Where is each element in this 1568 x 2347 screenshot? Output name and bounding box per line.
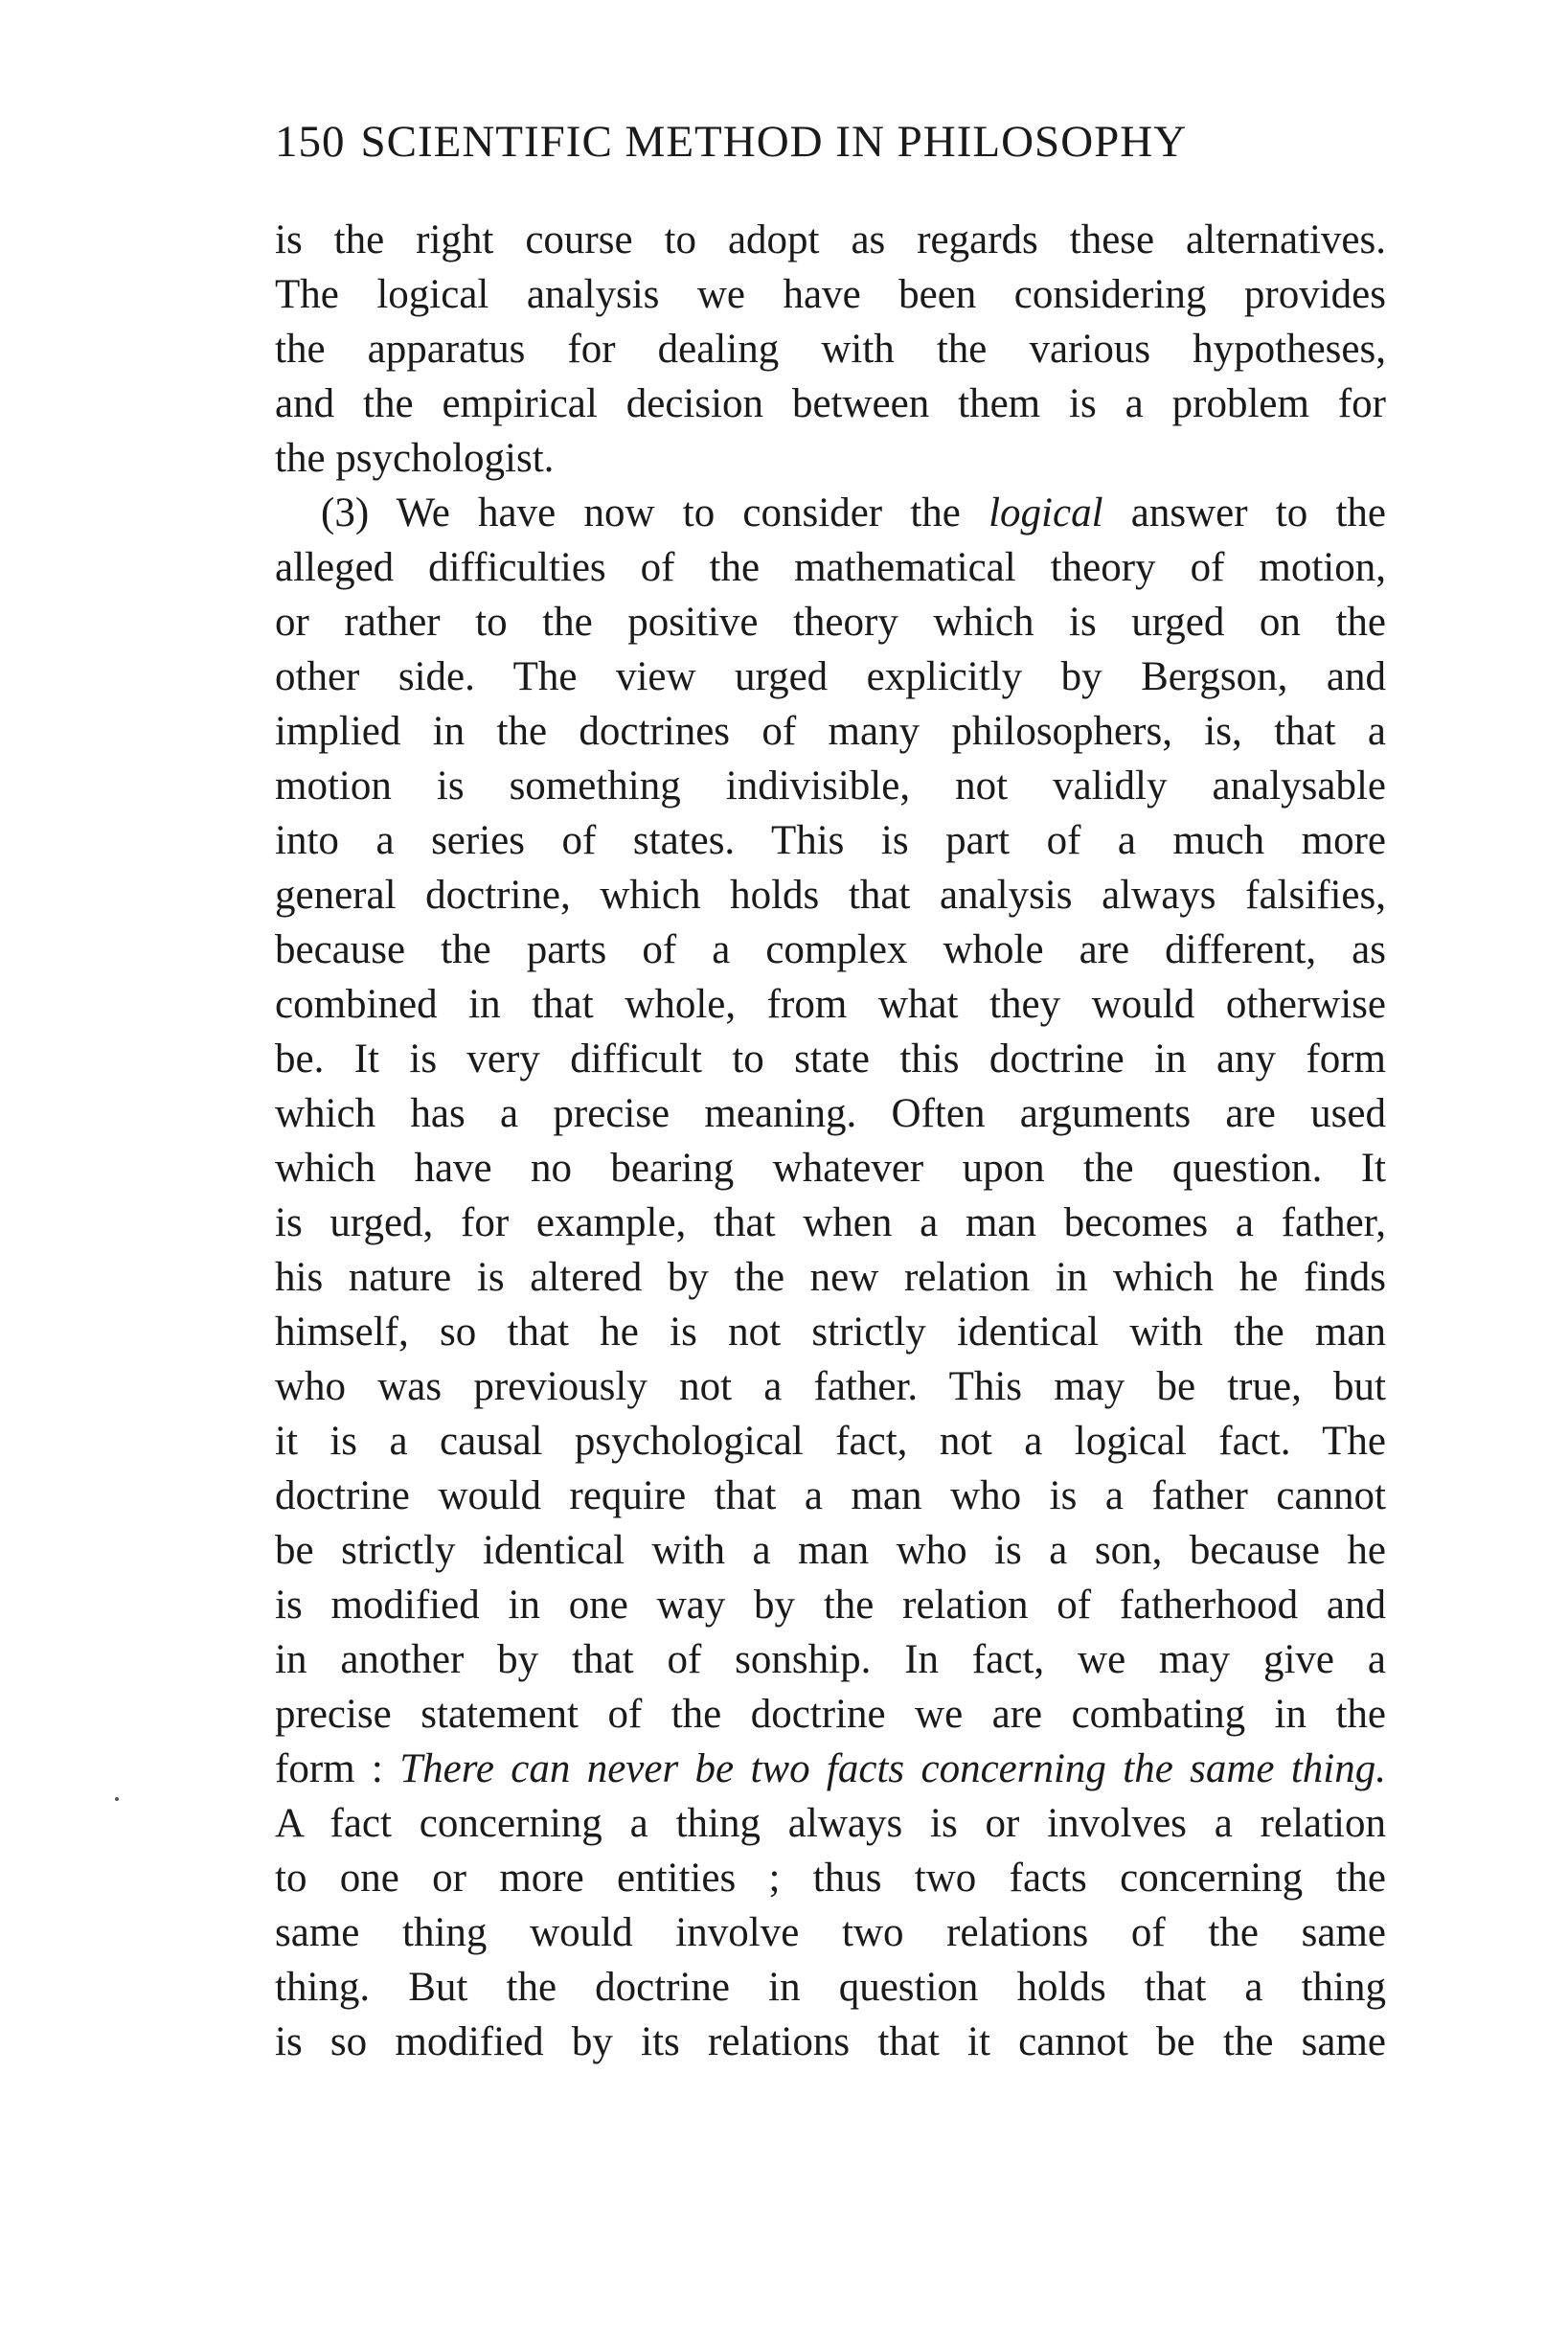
paper-speck <box>115 1797 119 1801</box>
text-segment: answer to the <box>1130 490 1386 535</box>
italic-emphasis: There can never be two facts concerning the same thing. <box>399 1746 1386 1791</box>
text-line: alleged difficulties of the mathematical theory of motion, <box>275 545 1386 590</box>
text-line: into a series of states. This is part of a much more <box>275 818 1386 863</box>
text-line: because the parts of a complex whole are different, as <box>275 927 1386 972</box>
text-line: motion is something indivisible, not validly analysable <box>275 763 1386 809</box>
text-line: precise statement of the doctrine we are combating in the <box>275 1692 1386 1737</box>
text-segment: form : <box>275 1746 383 1791</box>
text-line <box>275 486 1386 540</box>
text-line: A fact concerning a thing always is or involves a relation <box>275 1801 1386 1846</box>
text-line: and the empirical decision between them is a problem for <box>275 381 1386 426</box>
body-text <box>275 213 1386 2069</box>
text-line: it is a causal psychological fact, not a logical fact. The <box>275 1419 1386 1464</box>
text-line: same thing would involve two relations of the same <box>275 1910 1386 1955</box>
running-head <box>275 113 1386 171</box>
text-line: which have no bearing whatever upon the question. It <box>275 1146 1386 1191</box>
text-line: himself, so that he is not strictly identical with the man <box>275 1310 1386 1355</box>
text-line: is modified in one way by the relation of fatherhood and <box>275 1583 1386 1628</box>
page-number: 150 <box>275 117 346 167</box>
text-line: the psychologist. <box>275 436 555 481</box>
text-line: the apparatus for dealing with the various hypotheses, <box>275 327 1386 372</box>
text-line: combined in that whole, from what they would otherwise <box>275 982 1386 1027</box>
text-line: which has a precise meaning. Often arguments are used <box>275 1091 1386 1136</box>
running-title: SCIENTIFIC METHOD IN PHILOSOPHY <box>360 117 1188 167</box>
text-line: is the right course to adopt as regards these alternatives. <box>275 217 1386 262</box>
text-line: be strictly identical with a man who is a son, because he <box>275 1528 1386 1573</box>
text-line: other side. The view urged explicitly by Bergson, and <box>275 654 1386 699</box>
text-line: is so modified by its relations that it cannot be the same <box>275 2019 1386 2064</box>
text-line: or rather to the positive theory which is urged on the <box>275 600 1386 645</box>
text-line: to one or more entities ; thus two facts concerning the <box>275 1856 1386 1901</box>
text-line: The logical analysis we have been considering provides <box>275 272 1386 317</box>
italic-emphasis: logical <box>989 490 1103 535</box>
text-line: in another by that of sonship. In fact, we may give a <box>275 1637 1386 1682</box>
text-line: thing. But the doctrine in question holds that a thing <box>275 1965 1386 2010</box>
text-line: is urged, for example, that when a man becomes a father, <box>275 1200 1386 1245</box>
text-line: general doctrine, which holds that analysis always falsifies, <box>275 873 1386 918</box>
text-line: doctrine would require that a man who is a father cannot <box>275 1473 1386 1518</box>
text-line: be. It is very difficult to state this doctrine in any form <box>275 1037 1386 1082</box>
text-line: his nature is altered by the new relation in which he finds <box>275 1255 1386 1300</box>
text-line: who was previously not a father. This may be true, but <box>275 1364 1386 1409</box>
text-line <box>275 1742 1386 1796</box>
text-line: implied in the doctrines of many philosophers, is, that a <box>275 709 1386 754</box>
text-segment: (3) We have now to consider the <box>321 490 961 535</box>
